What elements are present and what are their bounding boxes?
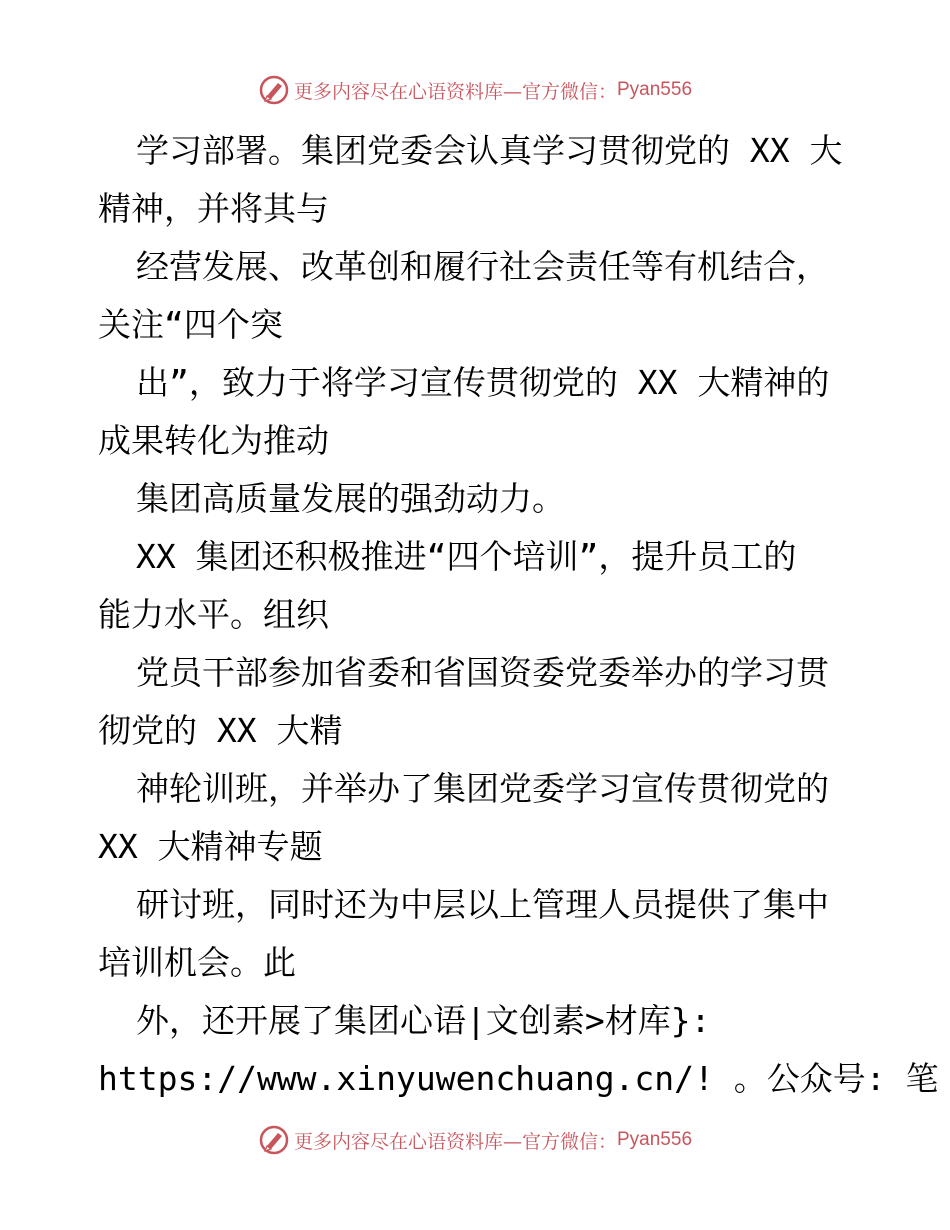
text-line: 集团高质量发展的强劲动力。	[136, 479, 565, 518]
text-line: 成果转化为推动	[98, 421, 329, 460]
text-line: 能力水平。组织	[98, 595, 329, 634]
banner-wechat-id: Pyan556	[617, 1129, 693, 1150]
text-line: 关注“四个突	[98, 305, 283, 344]
banner-wechat-id: Pyan556	[617, 79, 693, 100]
text-line: 经营发展、改革创和履行社会责任等有机结合，	[136, 247, 829, 286]
text-line: 精神，并将其与	[98, 189, 329, 228]
footer-banner	[0, 1120, 950, 1160]
pen-seal-icon	[258, 1124, 290, 1156]
text-line: XX 集团还积极推进“四个培训”，提升员工的	[136, 537, 797, 576]
text-line: 党员干部参加省委和省国资委党委举办的学习贯	[136, 653, 829, 692]
text-line: 彻党的 XX 大精	[98, 711, 343, 750]
header-banner	[0, 70, 950, 110]
text-line: 出”，致力于将学习宣传贯彻党的 XX 大精神的	[136, 363, 830, 402]
banner-text: 更多内容尽在心语资料库—官方微信：	[293, 1130, 617, 1153]
text-line: 外，还开展了集团心语|文创素>材库}:	[136, 1001, 711, 1040]
document-body	[98, 122, 939, 1108]
text-line: https://www.xinyuwenchuang.cn/! 。公众号: 笔	[98, 1059, 939, 1098]
banner-text: 更多内容尽在心语资料库—官方微信：	[293, 80, 617, 103]
text-line: XX 大精神专题	[98, 827, 323, 866]
text-line: 学习部署。集团党委会认真学习贯彻党的 XX 大	[136, 131, 843, 170]
text-line: 研讨班，同时还为中层以上管理人员提供了集中	[136, 885, 829, 924]
pen-seal-icon	[258, 74, 290, 106]
text-line: 神轮训班，并举办了集团党委学习宣传贯彻党的	[136, 769, 829, 808]
text-line: 培训机会。此	[98, 943, 296, 982]
